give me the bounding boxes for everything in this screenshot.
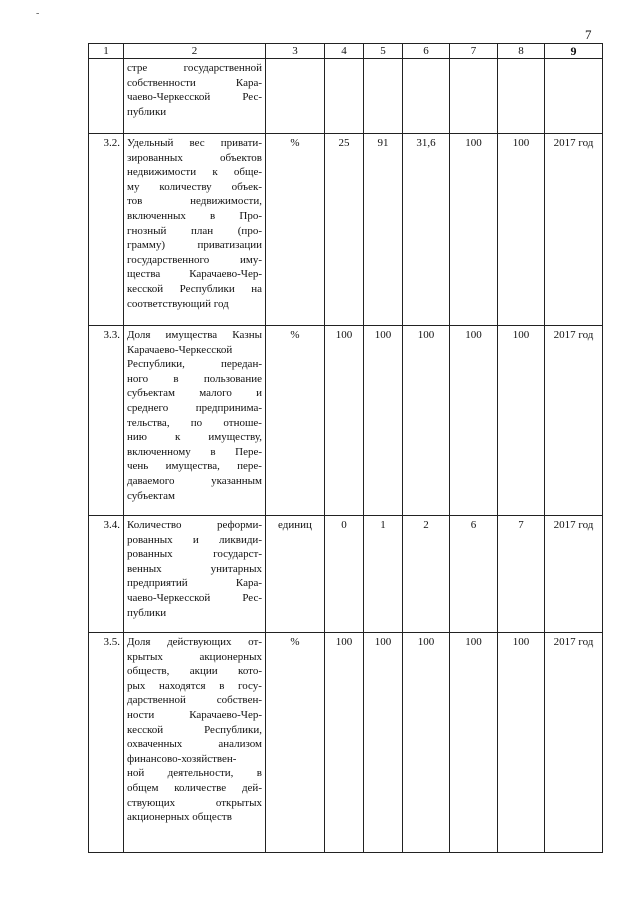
row-number-cell (89, 59, 124, 134)
row-description-cell (124, 59, 266, 134)
row-description-cell (124, 326, 266, 516)
description-line: акционерных обществ (127, 811, 232, 824)
indicator-table (88, 43, 603, 853)
description-line: Карачаево-Черкесской (127, 343, 233, 356)
description-line: ного в пользование (127, 372, 262, 385)
description-line: крытых акционерных (127, 650, 262, 663)
description-line: чень имущества, пере- (127, 460, 262, 473)
row-number-cell: 3.3. (89, 326, 124, 516)
description-line: даваемого указанным (127, 474, 262, 487)
value-cell-5: 91 (364, 134, 403, 326)
header-cell-1: 1 (89, 44, 124, 59)
header-cell-9: 9 (545, 44, 603, 59)
table-row (89, 134, 603, 326)
description-line: гнозный план (про- (127, 224, 262, 237)
description-line: общем количестве дей- (127, 781, 262, 794)
value-cell-8: 7 (498, 516, 545, 633)
value-cell-6 (403, 59, 450, 134)
description-line: Удельный вес привати- (127, 137, 262, 149)
table-header-row (89, 44, 603, 59)
row-description-cell (124, 134, 266, 326)
header-cell-8: 8 (498, 44, 545, 59)
description-line: государственного иму- (127, 253, 262, 266)
value-cell-7: 100 (450, 326, 498, 516)
description-line: собственности Кара- (127, 76, 262, 89)
description-line: Количество реформи- (127, 519, 262, 531)
description-line: кесской Республики, (127, 723, 262, 736)
year-cell: 2017 год (545, 326, 603, 516)
header-cell-7: 7 (450, 44, 498, 59)
description-line: предприятий Кара- (127, 577, 262, 590)
description-line: нию к имуществу, (127, 431, 262, 444)
header-cell-5: 5 (364, 44, 403, 59)
year-cell (545, 59, 603, 134)
description-line: грамму) приватизации (127, 239, 262, 252)
description-line: рованных государст- (127, 548, 262, 561)
description-line: щества Карачаево-Чер- (127, 268, 262, 281)
value-cell-8: 100 (498, 326, 545, 516)
description-line: зированных объектов (127, 151, 262, 164)
unit-cell: % (266, 326, 325, 516)
description-line: венных унитарных (127, 562, 262, 575)
description-line: среднего предпринима- (127, 401, 262, 414)
description-line: тельства, по отноше- (127, 416, 262, 429)
value-cell-5: 1 (364, 516, 403, 633)
table-row (89, 326, 603, 516)
description-line: субъектам (127, 489, 175, 502)
description-line: Доля имущества Казны (127, 329, 262, 341)
header-cell-6: 6 (403, 44, 450, 59)
description-line: охваченных анализом (127, 738, 262, 751)
unit-cell: % (266, 633, 325, 853)
page-number: 7 (585, 27, 592, 42)
description-line: кесской Республики на (127, 282, 262, 295)
table-row (89, 516, 603, 633)
value-cell-7: 6 (450, 516, 498, 633)
description-line: включенных в Про- (127, 209, 262, 222)
value-cell-7 (450, 59, 498, 134)
value-cell-5 (364, 59, 403, 134)
table-row (89, 633, 603, 853)
description-line: рых находятся в госу- (127, 679, 262, 692)
row-number-cell: 3.5. (89, 633, 124, 853)
description-line: дарственной собствен- (127, 694, 262, 707)
value-cell-8 (498, 59, 545, 134)
value-cell-6: 100 (403, 633, 450, 853)
value-cell-6: 100 (403, 326, 450, 516)
value-cell-4: 100 (325, 326, 364, 516)
description-line: соответствующий год (127, 297, 229, 310)
row-description-cell (124, 516, 266, 633)
description-line: включенному в Пере- (127, 445, 262, 458)
description-line: ности Карачаево-Чер- (127, 708, 262, 721)
header-cell-3: 3 (266, 44, 325, 59)
unit-cell: единиц (266, 516, 325, 633)
description-line: тов недвижимости, (127, 195, 262, 208)
value-cell-6: 31,6 (403, 134, 450, 326)
value-cell-4 (325, 59, 364, 134)
header-cell-4: 4 (325, 44, 364, 59)
description-line: Доля действующих от- (127, 636, 262, 648)
description-line: чаево-Черкесской Рес- (127, 591, 262, 604)
value-cell-8: 100 (498, 134, 545, 326)
year-cell: 2017 год (545, 633, 603, 853)
unit-cell (266, 59, 325, 134)
row-description-cell (124, 633, 266, 853)
value-cell-5: 100 (364, 326, 403, 516)
value-cell-4: 0 (325, 516, 364, 633)
value-cell-8: 100 (498, 633, 545, 853)
description-line: Республики, передан- (127, 358, 262, 371)
unit-cell: % (266, 134, 325, 326)
value-cell-4: 25 (325, 134, 364, 326)
row-number-cell: 3.2. (89, 134, 124, 326)
description-line: стре государственной (127, 62, 262, 74)
description-line: му количеству объек- (127, 180, 262, 193)
description-line: чаево-Черкесской Рес- (127, 91, 262, 104)
description-line: финансово-хозяйствен- (127, 752, 237, 765)
description-line: публики (127, 606, 167, 619)
year-cell: 2017 год (545, 516, 603, 633)
value-cell-7: 100 (450, 633, 498, 853)
value-cell-4: 100 (325, 633, 364, 853)
corner-mark: - (36, 8, 40, 19)
description-line: субъектам малого и (127, 387, 262, 400)
description-line: ствующих открытых (127, 796, 262, 809)
header-cell-2: 2 (124, 44, 266, 59)
value-cell-7: 100 (450, 134, 498, 326)
description-line: ной деятельности, в (127, 767, 262, 780)
description-line: обществ, акции кото- (127, 665, 262, 678)
description-line: рованных и ликвиди- (127, 533, 262, 546)
description-line: публики (127, 105, 167, 118)
description-line: недвижимости к обще- (127, 166, 262, 179)
value-cell-5: 100 (364, 633, 403, 853)
table-row-continuation (89, 59, 603, 134)
value-cell-6: 2 (403, 516, 450, 633)
row-number-cell: 3.4. (89, 516, 124, 633)
year-cell: 2017 год (545, 134, 603, 326)
